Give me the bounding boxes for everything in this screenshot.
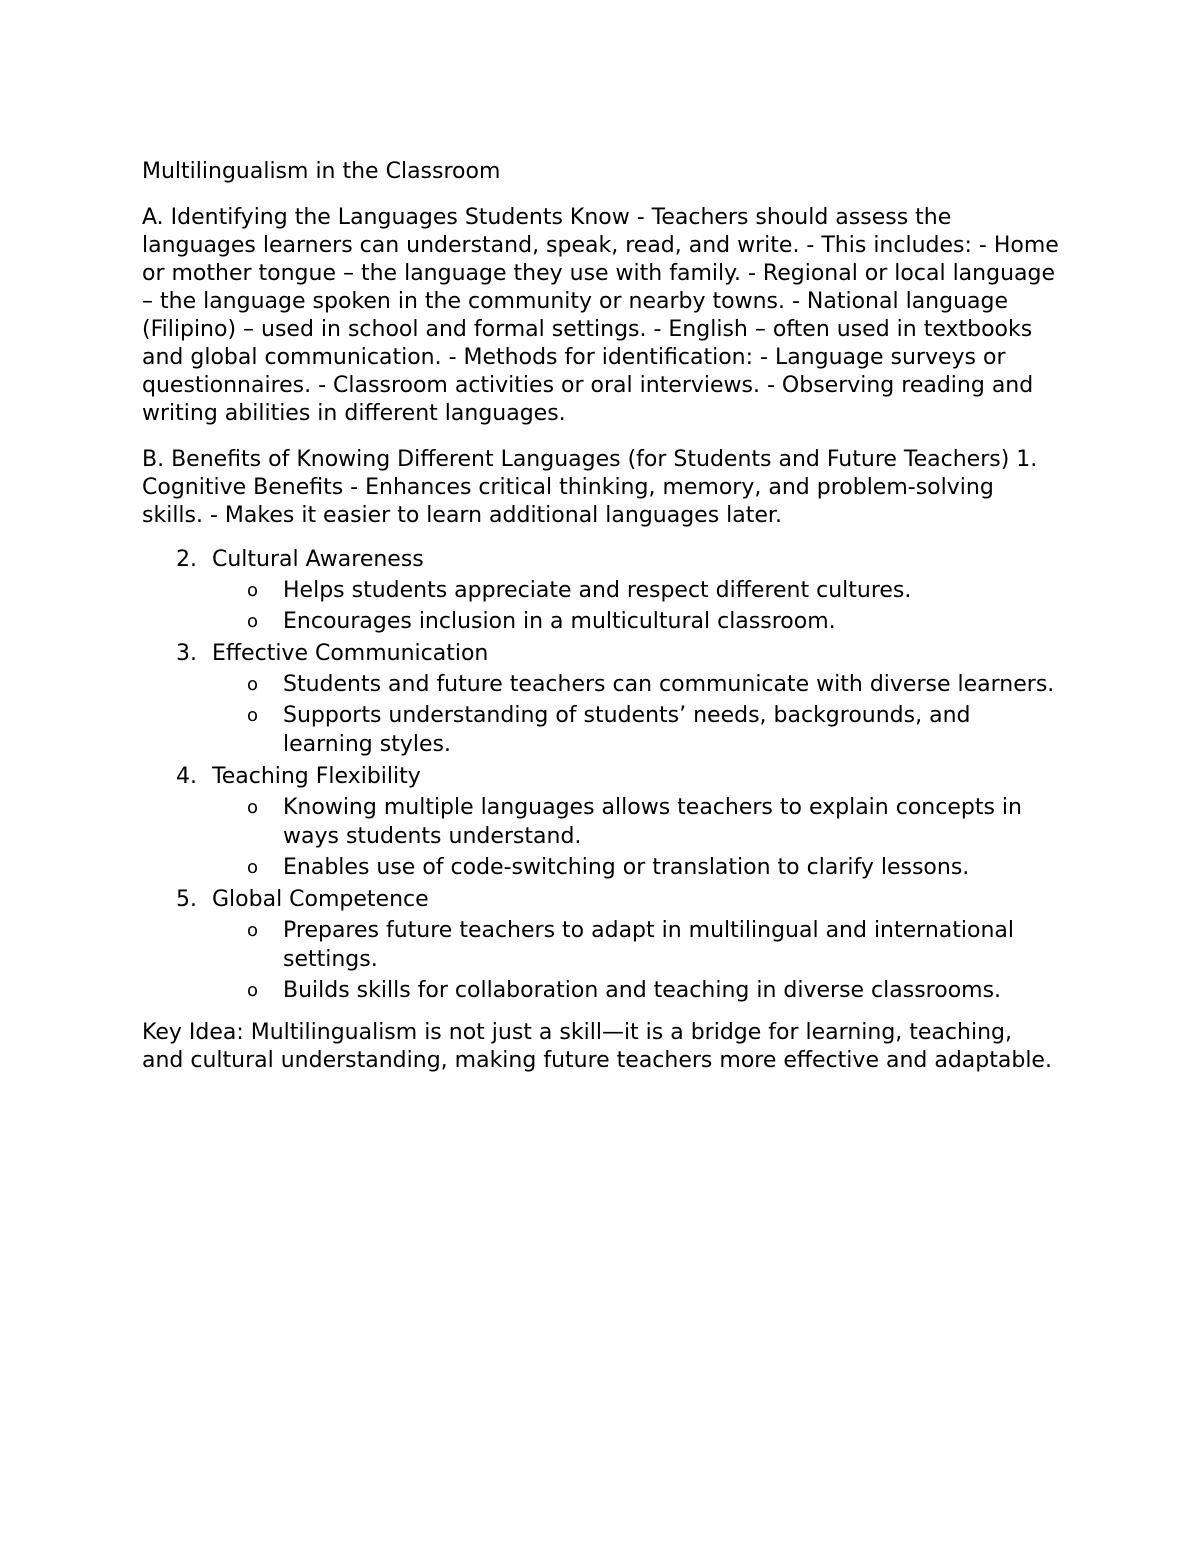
sub-list-text: Students and future teachers can communicate with diverse learners. [283,672,1055,697]
sub-list-text: Builds skills for collaboration and teaching in diverse classrooms. [283,978,1002,1003]
list-item-number: 3. [176,641,197,666]
sub-list-item [142,670,1060,699]
key-idea-paragraph: Key Idea: Multilingualism is not just a skill—it is a bridge for learning, teaching, and cultural understanding, making future teachers more effective and adaptable. [142,1020,1052,1073]
document-page [142,158,1060,1075]
sub-list-item [142,576,1060,605]
list-item-number: 4. [176,764,197,789]
list-item-label: Cultural Awareness [212,547,424,572]
sub-list-item [142,793,1060,851]
list-item [142,761,1060,882]
bullet-icon: o [247,920,259,941]
list-item [142,544,1060,636]
sub-list-text: Supports understanding of students’ needs, backgrounds, and learning styles. [283,703,971,757]
sub-list [212,576,1060,636]
sub-list [212,916,1060,1005]
sub-list-item [142,607,1060,636]
bullet-icon: o [247,857,259,878]
document-title: Multilingualism in the Classroom [142,159,501,184]
benefits-list [142,544,1060,1005]
bullet-icon: o [247,611,259,632]
bullet-icon: o [247,705,259,726]
sub-list-text: Helps students appreciate and respect different cultures. [283,578,912,603]
sub-list-text: Prepares future teachers to adapt in multilingual and international settings. [283,918,1014,972]
section-a-paragraph: A. Identifying the Languages Students Know - Teachers should assess the languages learners can understand, speak, read, and write. - This includes: - Home or mother tongue – the language they use with family. - Regional or local language – the language spoken in the community or nearby towns. - National language (Filipino) – used in school and formal settings. - English – often used in textbooks and global communication. - Methods for identification: - Language surveys or questionnaires. - Classroom activities or oral interviews. - Observing reading and writing abilities in different languages. [142,205,1059,426]
bullet-icon: o [247,580,259,601]
sub-list [212,670,1060,759]
sub-list-item [142,853,1060,882]
section-b-paragraph: B. Benefits of Knowing Different Languages (for Students and Future Teachers) 1. Cognitive Benefits - Enhances critical thinking, memory, and problem-solving skills. - Makes it easier to learn additional languages later. [142,447,1038,528]
bullet-icon: o [247,797,259,818]
list-item-number: 5. [176,887,197,912]
sub-list-text: Knowing multiple languages allows teachers to explain concepts in ways students understand. [283,795,1022,849]
bullet-icon: o [247,674,259,695]
sub-list-text: Encourages inclusion in a multicultural classroom. [283,609,836,634]
sub-list [212,793,1060,882]
sub-list-item [142,701,1060,759]
list-item [142,884,1060,1005]
list-item [142,638,1060,759]
sub-list-text: Enables use of code-switching or translation to clarify lessons. [283,855,970,880]
list-item-label: Global Competence [212,887,429,912]
bullet-icon: o [247,980,259,1001]
list-item-label: Effective Communication [212,641,489,666]
list-item-number: 2. [176,547,197,572]
sub-list-item [142,976,1060,1005]
list-item-label: Teaching Flexibility [212,764,421,789]
sub-list-item [142,916,1060,974]
